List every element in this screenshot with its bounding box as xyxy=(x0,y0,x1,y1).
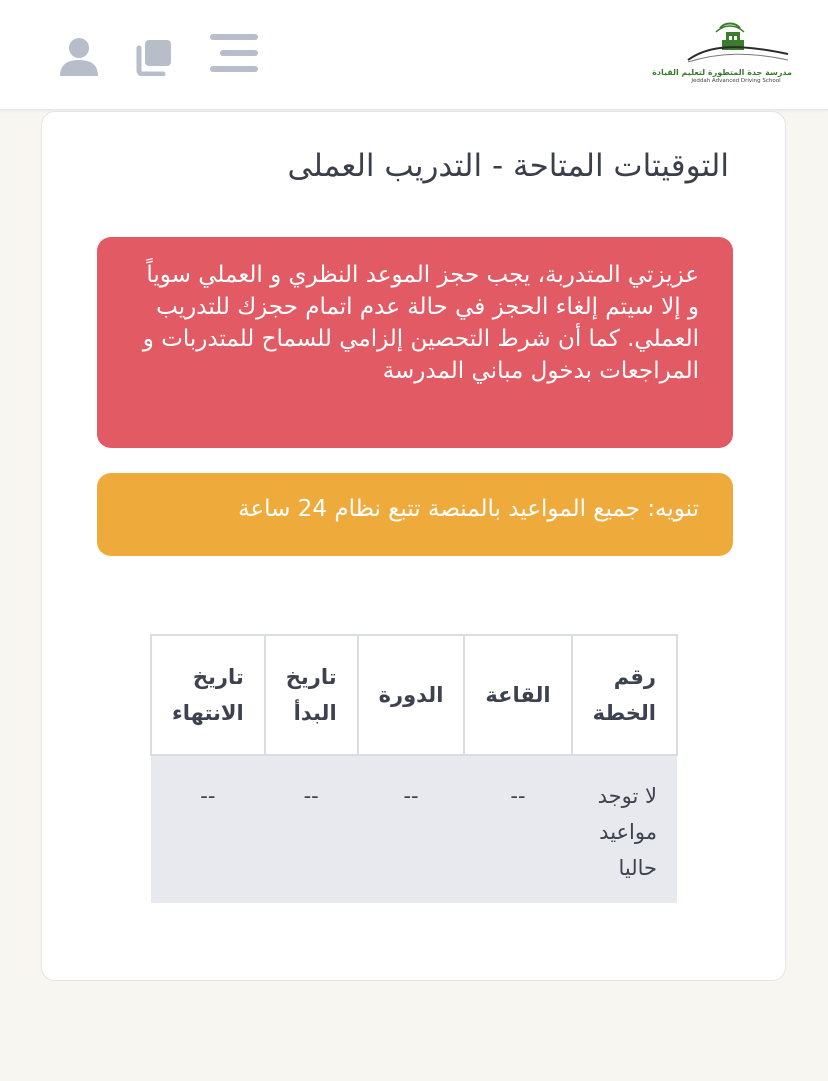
school-logo[interactable] xyxy=(652,20,792,88)
table-header-row xyxy=(151,635,677,755)
schedule-table-scroll[interactable] xyxy=(150,634,678,904)
available-times-card xyxy=(41,111,786,981)
user-icon[interactable] xyxy=(58,36,100,78)
column-header-hall: القاعة xyxy=(464,635,571,755)
cell-hall: -- xyxy=(464,755,571,903)
table-row xyxy=(151,755,677,903)
column-header-plan-number: رقم الخطة xyxy=(572,635,677,755)
column-header-end-date: تاريخ الانتهاء xyxy=(151,635,265,755)
page-title: التوقيتات المتاحة - التدريب العملى xyxy=(287,148,729,184)
column-header-start-date: تاريخ البدأ xyxy=(265,635,358,755)
logo-english-text: Jeddah Advanced Driving School xyxy=(691,78,781,84)
danger-alert: عزيزتي المتدربة، يجب حجز الموعد النظري و العملي سوياً و إلا سيتم إلغاء الحجز في حالة عدم اتمام حجزك للتدريب العملي. كما أن شرط التحصين إلزامي للسماح للمتدربات و المراجعات بدخول مباني المدرسة xyxy=(97,237,733,448)
column-header-course: الدورة xyxy=(358,635,465,755)
cell-plan-number: لا توجد مواعيد حاليا xyxy=(572,755,677,903)
top-navbar xyxy=(0,0,828,110)
schedule-table xyxy=(150,634,678,903)
cell-course: -- xyxy=(358,755,465,903)
warning-alert: تنويه: جميع المواعيد بالمنصة تتبع نظام 24 ساعة xyxy=(97,473,733,556)
logo-emblem-icon xyxy=(680,20,792,70)
cell-end-date: -- xyxy=(151,755,265,903)
logo-arabic-text: مدرسة جدة المتطورة لتعليم القيادة xyxy=(652,68,792,77)
menu-icon[interactable] xyxy=(210,34,260,74)
copy-icon[interactable] xyxy=(135,38,173,76)
cell-start-date: -- xyxy=(265,755,358,903)
